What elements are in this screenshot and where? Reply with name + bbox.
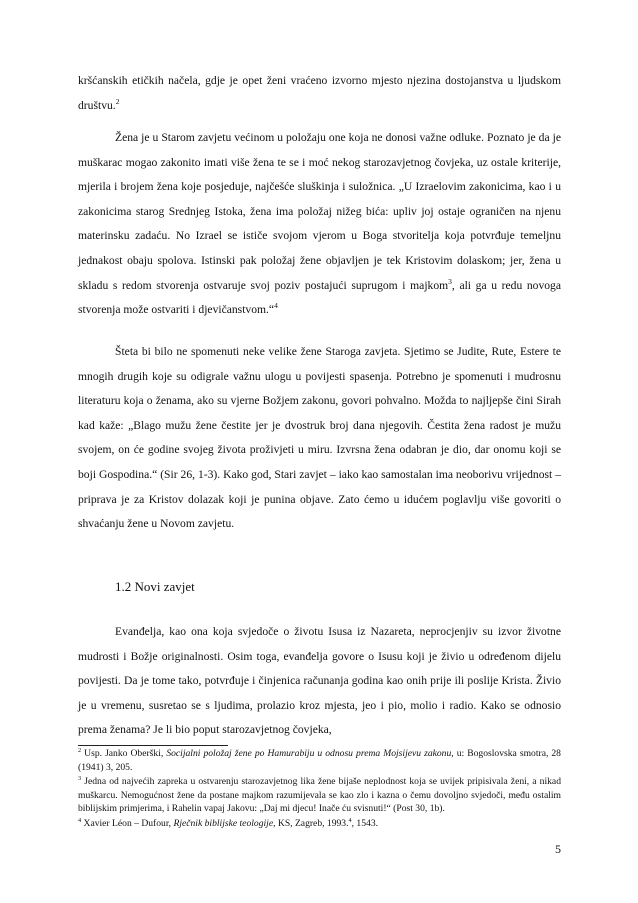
footnote-ref-2[interactable]: 2: [115, 96, 120, 106]
footnote-ref-3[interactable]: 3: [448, 276, 452, 286]
footnote-2-text: Usp. Janko Oberški,: [81, 748, 167, 759]
footnote-3-number: 3: [78, 775, 82, 782]
paragraph-3-text: Šteta bi bilo ne spomenuti neke velike žene Staroga zavjeta. Sjetimo se Judite, Rute, Estere te mnogih drugih koje su odigrale važnu ulogu u povijesti spasenja. Potrebno je spomenuti i mudrosnu literaturu koja o ženama, ako su vjerne Božjem zakonu, govori pohvalno. Možda to najljepše čini Sirah kad kaže: „Blago mužu žene čestite jer je dvostruk broj dana njegovih. Čestita žena radost je mužu svojem, on će godine svojeg života proživjeti u miru. Izvrsna žena odabran je dio, dar onomu koji se boji Gospodina.“ (Sir 26, 1-3). Kako god, Stari zavjet – iako kao samostalan ima neoborivu vrijednost – priprava je za Kristov dolazak koji je punina objave. Zato ćemo u idućem poglavlju više govoriti o shvaćanju žene u Novom zavjetu.: [78, 345, 561, 531]
footnote-3: [78, 775, 561, 816]
footnote-2-title: Socijalni položaj žene po Hamurabiju u odnosu prema Mojsijevu zakonu: [166, 748, 452, 759]
paragraph-4: [78, 620, 561, 743]
footnote-2-number: 2: [78, 746, 82, 754]
paragraph-2: [78, 126, 561, 323]
paragraph-4-text: Evanđelja, kao ona koja svjedoče o životu Isusa iz Nazareta, neprocjenjiv su izvor životne mudrosti i Božje originalnosti. Osim toga, evanđelja govore o Isusu koji je živio u određenom dijelu povijesti. Da je tome tako, potvrđuje i činjenica računanja godina kao onih prije ili poslije Krista. Živio je u vremenu, susretao se s ljudima, prolazio kroz mjesta, jeo i pio, molio i radio. Kako se odnosio prema ženama? Je li bio poput starozavjetnog čovjeka,: [78, 625, 561, 737]
footnote-4: [78, 817, 561, 831]
paragraph-1-text: kršćanskih etičkih načela, gdje je opet ženi vraćeno izvorno mjesto njezina dostojanstva u ljudskom društvu.: [78, 74, 561, 112]
page-number: 5: [555, 842, 561, 856]
section-heading: 1.2 Novi zavjet: [115, 579, 195, 594]
footnote-4-publisher: , KS, Zagreb, 1993.: [273, 817, 349, 829]
footnotes: [78, 747, 561, 832]
footnote-3-text: Jedna od najvećih zapreka u ostvarenju starozavjetnog lika žene bijaše neplodnost koja se uvijek pripisivala ženi, a nikad muškarcu. Nemogućnost žene da postane majkom razumijevala se kao zlo i kazna o čemu dovoljno svjedoči, među ostalim biblijskim primjerima, i Rahelin vapaj Jakovu: „Daj mi djecu! Inače ću svisnuti!“ (Post 30, 1b).: [78, 776, 561, 815]
footnote-4-edition: 4: [348, 816, 352, 824]
footnote-4-title: Rječnik biblijske teologije: [173, 817, 274, 829]
paragraph-2-text-a: Žena je u Starom zavjetu većinom u položaju one koja ne donosi važne odluke. Poznato je da je muškarac mogao zakonito imati više žena te se i moć nekog starozavjetnog čovjeka, uz ostale kriterije, mjerila i brojem žena koje posjeduje, najčešće sluškinja i suložnica. „U Izraelovim zakonicima, kao i u zakonicima starog Srednjeg Istoka, žena ima položaj nižeg bića: upliv joj ostaje ograničen na njenu materinsku zadaću. No Izrael se ističe svojom vjerom u Boga stvoritelja koja potvrđuje temeljnu jednakost obaju spolova. Istinski pak položaj žene objavljen je tek Kristovim dolaskom; jer, žena u skladu s redom stvorenja ostvaruje svoj poziv postajući suprugom i majkom: [78, 131, 561, 292]
footnote-4-author: Xavier Léon – Dufour,: [81, 817, 174, 829]
footnote-separator: [78, 745, 228, 746]
paragraph-2-text-b: , ali ga u redu novoga stvorenja može ostvariti i djevičanstvom.“: [78, 278, 561, 317]
footnote-2: [78, 747, 561, 774]
footnote-2-source: , u: Bogoslovska smotra, 28 (1941) 3, 205.: [78, 748, 561, 773]
paragraph-3: [78, 340, 561, 537]
footnote-4-pages: , 1543.: [351, 817, 379, 829]
paragraph-1: [78, 69, 561, 118]
footnote-4-number: 4: [78, 816, 82, 824]
footnote-ref-4[interactable]: 4: [274, 301, 278, 311]
